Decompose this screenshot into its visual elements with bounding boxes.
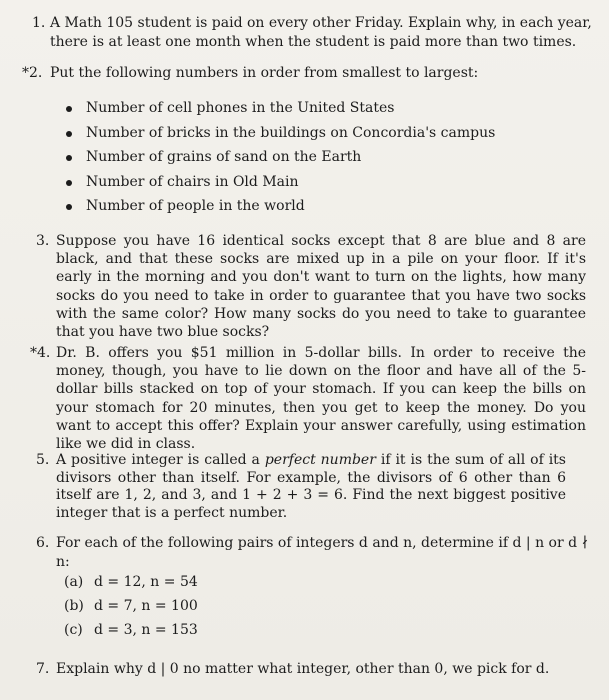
list-item	[86, 96, 586, 121]
part-text: d = 7, n = 100	[94, 598, 198, 614]
problem-4	[30, 344, 586, 453]
problem-6-text: For each of the following pairs of integers d and n, determine if d | n or d ∤ n:	[56, 535, 589, 570]
problem-5-text-b: if it is the sum of all of its divisors other than itself. For example, the divisors of 6 other than 6 itself are 1, 2, and 3, and 1 + 2 + 3 = 6. Find the next biggest positive integer that is a perfect number.	[56, 452, 566, 521]
problem-5-text	[56, 452, 566, 522]
bullet-dot	[66, 204, 72, 210]
problem-1-number: 1.	[32, 15, 46, 31]
list-item-text: Number of people in the world	[86, 198, 305, 214]
part-a	[64, 570, 364, 594]
problem-4-text: Dr. B. offers you $51 million in 5-dollar bills. In order to receive the money, though, you have to lie down on the floor and have all of the 5-dollar bills stacked on top of your stomach. If you can keep the bills on your stomach for 20 minutes, then you get to keep the money. Do you want to accept this offer? Explain your answer carefully, using estimation like we did in class.	[56, 345, 586, 453]
problem-2-number: *2.	[22, 65, 43, 81]
problem-3-number: 3.	[36, 233, 50, 249]
list-item	[86, 170, 586, 195]
problem-1	[32, 14, 592, 51]
problem-5-number: 5.	[36, 452, 50, 468]
bullet-dot	[66, 131, 72, 137]
bullet-dot	[66, 180, 72, 186]
list-item	[86, 194, 586, 219]
problem-7-text: Explain why d | 0 no matter what integer, other than 0, we pick for d.	[56, 661, 550, 677]
list-item-text: Number of chairs in Old Main	[86, 173, 299, 190]
problem-2	[22, 64, 592, 83]
problem-5-term: perfect number	[264, 452, 376, 468]
list-item-text: Number of grains of sand on the Earth	[86, 149, 362, 165]
problem-3-text: Suppose you have 16 identical socks except that 8 are blue and 8 are black, and that these socks are mixed up in a pile on your floor. If it's early in the morning and you don't want to turn on the lights, how many socks do you need to take in order to guarantee that you have two socks with the same color? How many socks do you need to take to guarantee that you have two blue socks?	[56, 233, 586, 341]
problem-6-number: 6.	[36, 535, 50, 551]
list-item	[86, 145, 586, 170]
bullet-dot	[66, 155, 72, 161]
problem-5	[36, 452, 566, 522]
problem-5-text-a: A positive integer is called a	[56, 452, 265, 468]
part-text: d = 12, n = 54	[94, 574, 198, 590]
problem-2-text: Put the following numbers in order from smallest to largest:	[50, 65, 479, 81]
problem-6	[36, 534, 592, 571]
bullet-dot	[66, 106, 72, 112]
part-c	[64, 618, 364, 642]
part-label: (a)	[64, 574, 84, 590]
problem-4-number: *4.	[30, 345, 51, 361]
problem-7-number: 7.	[36, 661, 50, 677]
list-item	[86, 121, 586, 146]
part-label: (b)	[64, 598, 84, 614]
list-item-text: Number of cell phones in the United States	[86, 100, 395, 116]
problem-3	[36, 232, 586, 341]
part-text: d = 3, n = 153	[94, 622, 198, 638]
list-item-text: Number of bricks in the buildings on Concordia's campus	[86, 124, 496, 141]
part-label: (c)	[64, 622, 83, 638]
part-b	[64, 594, 364, 618]
problem-1-text: A Math 105 student is paid on every other Friday. Explain why, in each year, there is at least one month when the student is paid more than two times.	[50, 15, 592, 50]
problem-2-list	[86, 96, 586, 219]
problem-6-parts	[64, 570, 364, 642]
problem-7	[36, 660, 592, 679]
